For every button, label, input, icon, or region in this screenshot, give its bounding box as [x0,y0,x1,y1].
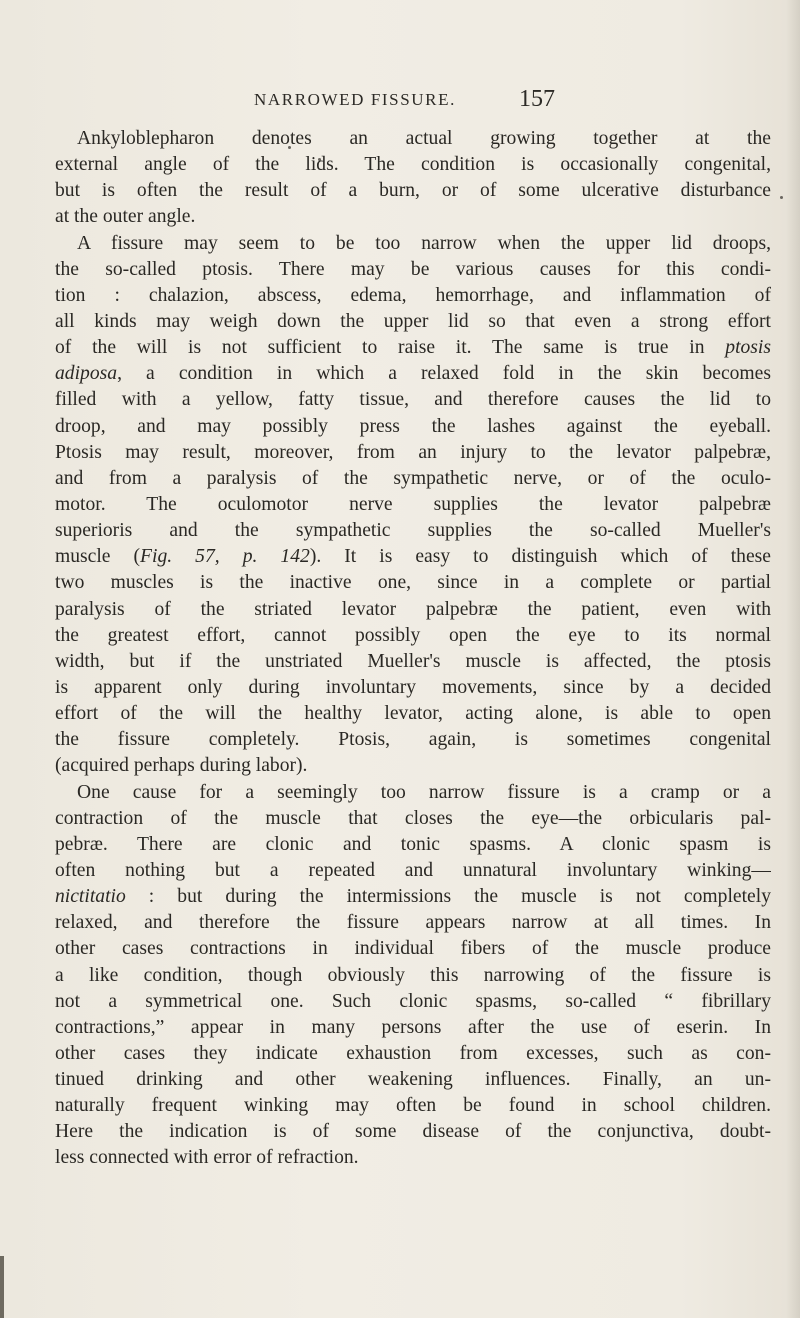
text-run: paralysis of the striated levator palpebræ the patient, even with [55,598,771,620]
text-run: is apparent only during involuntary movements, since by a decided [55,676,771,698]
text-line [55,178,771,204]
page-gutter-shadow [786,0,800,1318]
text-run: width, but if the unstriated Mueller's muscle is affected, the ptosis [55,650,771,672]
text-line [55,544,771,570]
text-run: a like condition, though obviously this narrowing of the fissure is [55,964,771,986]
body-text [55,126,771,1172]
text-run: pebræ. There are clonic and tonic spasms. A clonic spasm is [55,833,771,855]
text-run: droop, and may possibly press the lashes against the eyeball. [55,415,771,437]
text-line [55,910,771,936]
text-run: superioris and the sympathetic supplies the so-called Mueller's [55,520,771,542]
text-line [55,518,771,544]
text-line [55,1067,771,1093]
text-line [55,989,771,1015]
text-run: One cause for a seemingly too narrow fissure is a cramp or a [77,781,771,803]
text-run: Ankyloblepharon denotes an actual growing together at the [77,128,771,149]
text-run: other cases they indicate exhaustion from excesses, such as con- [55,1042,771,1064]
text-run: tinued drinking and other weakening influences. Finally, an un- [55,1069,771,1091]
text-line [55,283,771,309]
running-header [0,88,800,116]
text-line [55,623,771,649]
text-line [55,858,771,884]
text-run: all kinds may weigh down the upper lid so that even a strong effort [55,310,771,332]
italic-text: adiposa [55,363,118,385]
text-run: of the will is not sufficient to raise it. The same is true in [55,337,726,359]
ink-speck [780,196,783,199]
text-line [55,806,771,832]
text-run: effort of the will the healthy levator, acting alone, is able to open [55,703,771,725]
text-run: Here the indication is of some disease of the conjunctiva, doubt- [55,1121,771,1143]
text-run: motor. The oculomotor nerve supplies the levator palpebræ [55,493,771,515]
text-line [55,832,771,858]
text-run: muscle ( [55,546,141,568]
text-run: filled with a yellow, fatty tissue, and therefore causes the lid to [55,389,771,411]
text-line [55,152,771,178]
text-run: not a symmetrical one. Such clonic spasms, so-called “ fibrillary [55,990,771,1012]
text-line [55,204,771,230]
text-line [55,335,771,361]
italic-text: nictitatio [55,886,126,908]
text-line [55,1041,771,1067]
page-number: 157 [519,86,555,112]
text-run: but is often the result of a burn, or of some ulcerative disturbance [55,180,771,202]
text-line [55,414,771,440]
text-run: contraction of the muscle that closes the eye—the orbicularis pal- [55,807,771,829]
text-run: often nothing but a repeated and unnatural involuntary winking— [55,859,771,881]
text-line [55,963,771,989]
text-line [55,649,771,675]
text-line [55,675,771,701]
text-line [55,1145,771,1171]
text-run: less connected with error of refraction. [55,1147,359,1169]
text-line [55,597,771,623]
text-line [55,440,771,466]
text-run: and from a paralysis of the sympathetic nerve, or of the oculo- [55,467,771,489]
text-run: tion : chalazion, abscess, edema, hemorrhage, and inflammation of [55,284,771,306]
text-run: A fissure may seem to be too narrow when the upper lid droops, [77,232,771,254]
text-line [55,780,771,806]
text-run: ). It is easy to distinguish which of these [309,546,771,568]
text-line [55,231,771,257]
text-line [55,126,771,152]
text-run: the so-called ptosis. There may be various causes for this condi- [55,258,771,280]
text-line [55,936,771,962]
text-line [55,753,771,779]
text-run: at the outer angle. [55,206,196,228]
text-run: naturally frequent winking may often be found in school children. [55,1095,771,1117]
text-run: relaxed, and therefore the fissure appears narrow at all times. In [55,912,771,934]
italic-text: Fig. 57, p. 142 [140,546,310,568]
text-line [55,1093,771,1119]
text-run: external angle of the lids. The condition is occasionally congenital, [55,154,771,176]
text-line [55,257,771,283]
text-line [55,570,771,596]
text-line [55,727,771,753]
text-line [55,1119,771,1145]
text-run: the greatest effort, cannot possibly open the eye to its normal [55,624,771,646]
text-run: two muscles is the inactive one, since in a complete or partial [55,572,771,594]
text-line [55,309,771,335]
italic-text: ptosis [725,337,771,359]
text-run: , a condition in which a relaxed fold in the skin becomes [117,363,771,385]
text-run: : but during the intermissions the muscle is not completely [125,886,771,908]
text-line [55,492,771,518]
text-run: contractions,” appear in many persons after the use of eserin. In [55,1016,771,1038]
page-edge-line [0,1256,4,1318]
running-title: NARROWED FISSURE. [254,90,456,109]
text-line [55,387,771,413]
text-run: Ptosis may result, moreover, from an injury to the levator palpebræ, [55,441,771,463]
text-run: (acquired perhaps during labor). [55,755,308,777]
text-line [55,361,771,387]
text-run: other cases contractions in individual fibers of the muscle produce [55,938,771,960]
text-line [55,1015,771,1041]
text-line [55,466,771,492]
text-run: the fissure completely. Ptosis, again, is sometimes congenital [55,729,771,751]
text-line [55,884,771,910]
text-line [55,701,771,727]
